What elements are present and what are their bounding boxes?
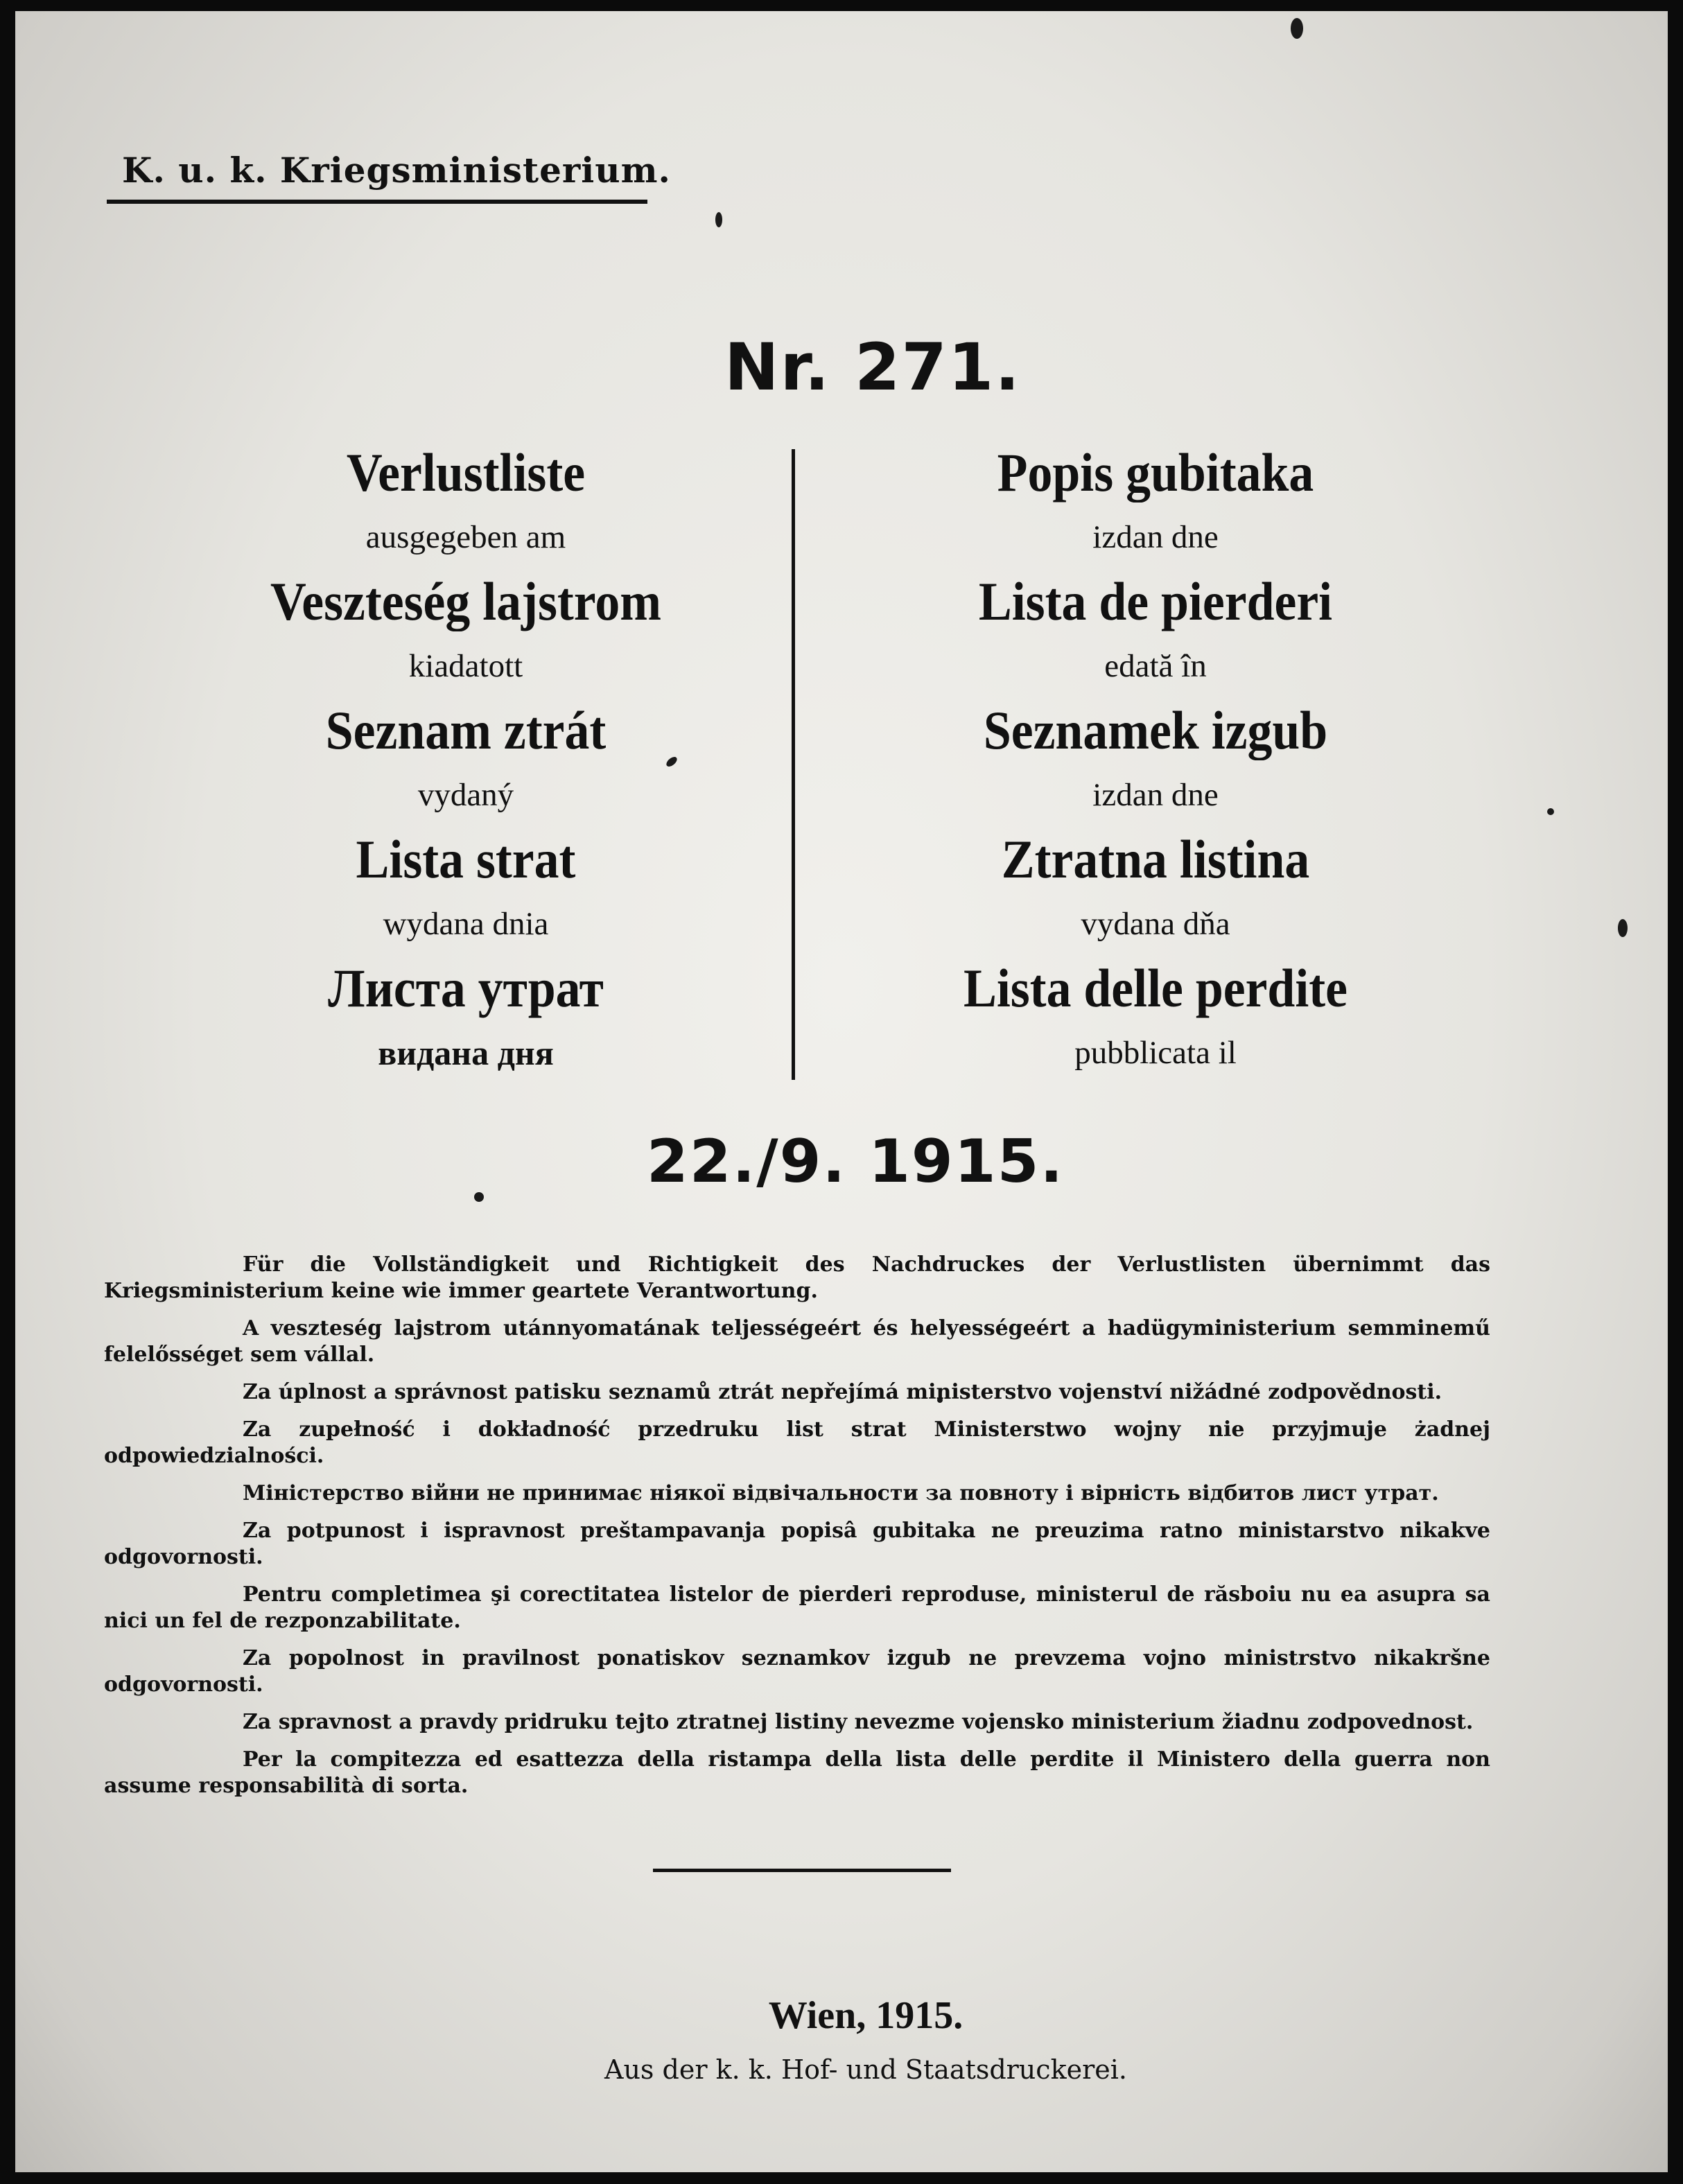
title-czech: Seznam ztrát [325, 700, 607, 760]
title-italian: Lista delle perdite [963, 958, 1348, 1018]
disclaimer-slovenian: Za popolnost in pravilnost ponatiskov seznamkov izgub ne prevzema vojno ministrstvo nikakršne odgovornosti. [104, 1646, 1490, 1697]
imprint-printer: Aus der k. k. Hof- und Staatsdruckerei. [604, 2054, 1127, 2085]
title-ukrainian: Листа утрат [328, 958, 604, 1018]
title-slovenian: Seznamek izgub [983, 700, 1328, 760]
title-polish: Lista strat [356, 829, 576, 889]
list-number: Nr. 271. [724, 330, 1021, 405]
subtitle-croatian: izdan dne [1092, 519, 1219, 555]
subtitle-czech: vydaný [417, 777, 514, 813]
document-page [15, 11, 1668, 2172]
column-divider [792, 449, 795, 1080]
title-hungarian: Veszteség lajstrom [270, 571, 661, 631]
title-slovak: Ztratna listina [1001, 829, 1310, 889]
subtitle-slovenian: izdan dne [1092, 777, 1219, 813]
right-title-column [809, 441, 1502, 1085]
ministry-heading: K. u. k. Kriegsministerium. [122, 150, 671, 191]
disclaimer-croatian: Za potpunost i ispravnost preštampavanja popisâ gubitaka ne preuzima ratno ministarstvo nikakve odgovornosti. [104, 1519, 1490, 1569]
scan-speck [1291, 18, 1303, 39]
issue-date: 22./9. 1915. [646, 1127, 1065, 1196]
imprint-place: Wien, 1915. [768, 1994, 963, 2037]
title-german: Verlustliste [346, 442, 586, 503]
title-romanian: Lista de pierderi [978, 571, 1333, 631]
disclaimer-romanian: Pentru completimea şi corectitatea listelor de pierderi reproduse, ministerul de răsboiu nu ea asupra sa nici un fel de rezponzabilitate. [104, 1582, 1490, 1633]
disclaimer-hungarian: A veszteség lajstrom utánnyomatának teljességeért és helyességeért a hadügyministerium semminemű felelősséget sem vállal. [104, 1316, 1490, 1367]
disclaimer-block [104, 1252, 1490, 1810]
subtitle-slovak: vydana dňa [1081, 906, 1230, 942]
scan-speck [715, 212, 722, 227]
closing-rule [653, 1869, 951, 1872]
disclaimer-polish: Za zupełność i dokładność przedruku list strat Ministerstwo wojny nie przyjmuje żadnej odpowiedzialności. [104, 1417, 1490, 1468]
subtitle-romanian: edată în [1104, 648, 1207, 684]
subtitle-hungarian: kiadatott [408, 648, 523, 684]
disclaimer-german: Für die Vollständigkeit und Richtigkeit des Nachdruckes der Verlustlisten übernimmt das Kriegsministerium keine wie immer geartete Verantwortung. [104, 1252, 1490, 1303]
subtitle-german: ausgegeben am [365, 519, 566, 555]
left-title-column [119, 441, 812, 1085]
disclaimer-italian: Per la compitezza ed esattezza della ristampa della lista delle perdite il Ministero della guerra non assume responsabilità di sorta. [104, 1747, 1490, 1798]
title-columns [15, 441, 1668, 1092]
subtitle-polish: wydana dnia [383, 906, 549, 942]
heading-rule [107, 200, 647, 204]
subtitle-italian: pubblicata il [1074, 1035, 1237, 1071]
disclaimer-czech: Za úplnost a správnost patisku seznamů ztrát nepřejímá ministerstvo vojenství nižádné zodpovědnosti. [243, 1380, 1442, 1404]
subtitle-ukrainian: видана дня [378, 1033, 554, 1072]
title-croatian: Popis gubitaka [997, 442, 1314, 503]
disclaimer-slovak: Za spravnost a pravdy pridruku tejto ztratnej listiny nevezme vojensko ministerium žiadnu zodpovednost. [243, 1710, 1474, 1734]
disclaimer-ukrainian: Міністерство війни не принимає ніякої відвічальности за повноту і вірність відбитов лист утрат. [243, 1481, 1439, 1505]
